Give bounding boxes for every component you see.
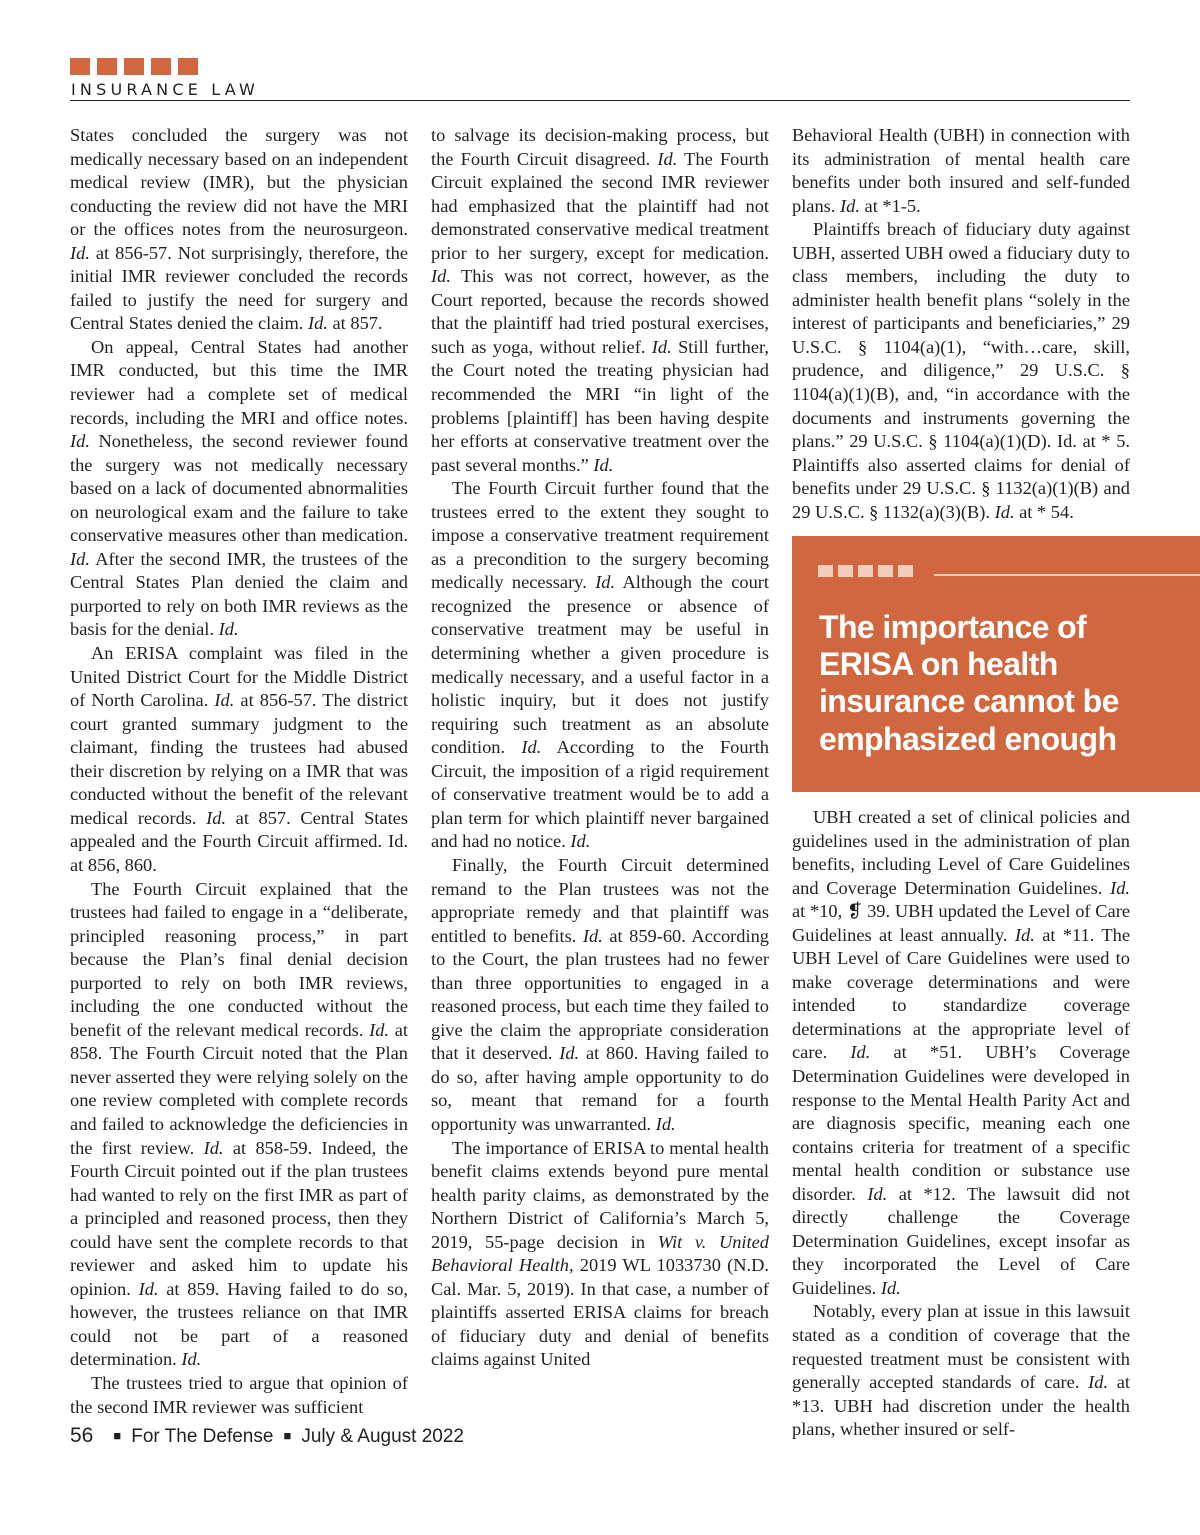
body-paragraph: UBH created a set of clinical policies and guidelines used in the administration of plan benefits, including Level of Care Guidelines and Coverage Determination Guidelines. Id. at *10, ❡ 39. UBH updated the Level of Care Guidelines at least annually. Id. at *11. The UBH Level of Care Guidelines were used to make coverage determinations and were intended to standardize coverage determinations at the appropriate level of care. Id. at *51. UBH’s Coverage Determination Guidelines were developed in response to the Mental Health Parity Act and are diagnosis specific, meaning each one contains criteria for treatment of a specific mental health condition or substance use disorder. Id. at *12. The lawsuit did not directly challenge the Coverage Determination Guidelines, except insofar as they incorporated the Level of Care Guidelines. Id.: [792, 807, 1131, 1298]
pull-quote-line: insurance cannot be: [819, 683, 1119, 720]
header-square: [151, 58, 171, 75]
pull-quote-box: [792, 536, 1200, 792]
page-number: 56: [70, 1424, 94, 1447]
page-footer: [70, 1424, 464, 1448]
header-square: [70, 58, 90, 75]
body-paragraph: An ERISA complaint was filed in the United District Court for the Middle District of North Carolina. Id. at 856-57. The district court granted summary judgment to the claimant, finding the trustees had abused their discretion by relying on a IMR that was conducted without the benefit of the relevant medical records. Id. at 857. Central States appealed and the Fourth Circuit affirmed. Id. at 856, 860.: [70, 643, 408, 875]
body-paragraph: Behavioral Health (UBH) in connection with its administration of mental health care benefits under both insured and self-funded plans. Id. at *1-5.: [792, 125, 1130, 216]
body-paragraph: Plaintiffs breach of fiduciary duty against UBH, asserted UBH owed a fiduciary duty to class members, including the duty to administer health benefit plans “solely in the interest of participants and beneficiaries,” 29 U.S.C. § 1104(a)(1), “with…care, skill, prudence, and diligence,” 29 U.S.C. § 1104(a)(1)(B), and, “in accordance with the documents and instruments governing the plans.” 29 U.S.C. § 1104(a)(1)(D). Id. at * 5. Plaintiffs also asserted claims for denial of benefits under 29 U.S.C. § 1132(a)(1)(B) and 29 U.S.C. § 1132(a)(3)(B). Id. at * 54.: [792, 219, 1130, 522]
body-paragraph: The trustees tried to argue that opinion of the second IMR reviewer was sufficient: [70, 1372, 408, 1417]
body-paragraph: States concluded the surgery was not medically necessary based on an independent medical review (IMR), but the physician conducting the review did not have the MRI or the offices notes from the neurosurgeon. Id. at 856-57. Not surprisingly, therefore, the initial IMR reviewer concluded the records failed to justify the need for surgery and Central States denied the claim. Id. at 857.: [70, 125, 408, 334]
header-square: [97, 58, 117, 75]
pull-quote-text: [819, 609, 1119, 758]
footer-separator: ■: [113, 1428, 122, 1443]
footer-separator: ■: [283, 1428, 292, 1443]
body-paragraph: The importance of ERISA to mental health benefit claims extends beyond pure mental health parity claims, as demonstrated by the Northern District of California’s March 5, 2019, 55-page decision in Wit v. United Behavioral Health, 2019 WL 1033730 (N.D. Cal. Mar. 5, 2019). In that case, a number of plaintiffs asserted ERISA claims for breach of fiduciary duty and denial of benefits claims against United: [431, 1137, 770, 1370]
pull-quote-square: [898, 565, 913, 577]
text-column-1: [70, 124, 408, 1419]
publication-name: For The Defense: [131, 1426, 274, 1447]
body-paragraph: Notably, every plan at issue in this lawsuit stated as a condition of coverage that the requested treatment must be consistent with generally accepted standards of care. Id. at *13. UBH had discretion under the health plans, whether insured or self-: [792, 1301, 1130, 1440]
header-rule: [70, 100, 1130, 101]
pull-quote-line: The importance of: [819, 609, 1087, 645]
text-column-2: [431, 124, 769, 1372]
pull-quote-square: [858, 565, 873, 577]
pull-quote-squares: [818, 565, 913, 577]
pull-quote-line: emphasized enough: [819, 720, 1117, 757]
text-column-3-bottom: [792, 806, 1130, 1442]
pull-quote-rule: [934, 574, 1200, 576]
body-paragraph: Finally, the Fourth Circuit determined remand to the Plan trustees was not the appropriate remedy and that plaintiff was entitled to benefits. Id. at 859-60. According to the Court, the plan trustees had no fewer than three opportunities to engaged in a reasoned process, but each time they failed to give the claim the appropriate consideration that it deserved. Id. at 860. Having failed to do so, after having ample opportunity to do so, meant that remand for a fourth opportunity was unwarranted. Id.: [431, 854, 769, 1134]
body-paragraph: The Fourth Circuit further found that the trustees erred to the extent they sought to impose a conservative treatment requirement as a precondition to the surgery becoming medically necessary. Id. Although the court recognized the presence or absence of conservative treatment may be useful in determining whether a given procedure is medically necessary, and a useful factor in a holistic inquiry, but it does not justify requiring such treatment as an absolute condition. Id. According to the Fourth Circuit, the imposition of a rigid requirement of conservative treatment would be to add a plan term for which plaintiff never bargained and had no notice. Id.: [431, 478, 769, 852]
pull-quote-line: ERISA on health: [819, 646, 1058, 683]
body-paragraph: On appeal, Central States had another IMR conducted, but this time the IMR reviewer had a complete set of medical records, including the MRI and office notes. Id. Nonetheless, the second reviewer found the surgery was not medically necessary based on a lack of documented abnormalities on neurological exam and the failure to take conservative measures other than medication. Id. After the second IMR, the trustees of the Central States Plan denied the claim and purported to rely on both IMR reviews as the basis for the denial. Id.: [70, 336, 408, 640]
pull-quote-square: [878, 565, 893, 577]
header-square: [124, 58, 144, 75]
header-square: [178, 58, 198, 75]
body-paragraph: The Fourth Circuit explained that the trustees had failed to engage in a “deliberate, principled reasoning process,” in part because the Plan’s final denial decision purported to rely on both IMR reviews, including the one conducted without the benefit of the relevant medical records. Id. at 858. The Fourth Circuit noted that the Plan never asserted they were relying solely on the one review completed with complete records and failed to acknowledge the deficiencies in the first review. Id. at 858-59. Indeed, the Fourth Circuit pointed out if the plan trustees had wanted to rely on the first IMR as part of a principled and reasoned process, then they could have sent the complete records to that reviewer and asked him to update his opinion. Id. at 859. Having failed to do so, however, the trustees reliance on that IMR could not be part of a reasoned determination. Id.: [70, 878, 408, 1370]
header-squares: [70, 58, 198, 75]
pull-quote-square: [838, 565, 853, 577]
issue-date: July & August 2022: [301, 1426, 464, 1447]
section-label: INSURANCE LAW: [71, 80, 260, 99]
text-column-3-top: [792, 124, 1130, 524]
pull-quote-square: [818, 565, 833, 577]
body-paragraph: to salvage its decision-making process, but the Fourth Circuit disagreed. Id. The Fourth Circuit explained the second IMR reviewer had emphasized that the plaintiff had not demonstrated conservative medical treatment prior to her surgery, except for medication. Id. This was not correct, however, as the Court reported, because the records showed that the plaintiff had tried postural exercises, such as yoga, without relief. Id. Still further, the Court noted the treating physician had recommended the MRI “in light of the problems [plaintiff] has been having despite her efforts at conservative treatment over the past several months.” Id.: [431, 125, 769, 475]
